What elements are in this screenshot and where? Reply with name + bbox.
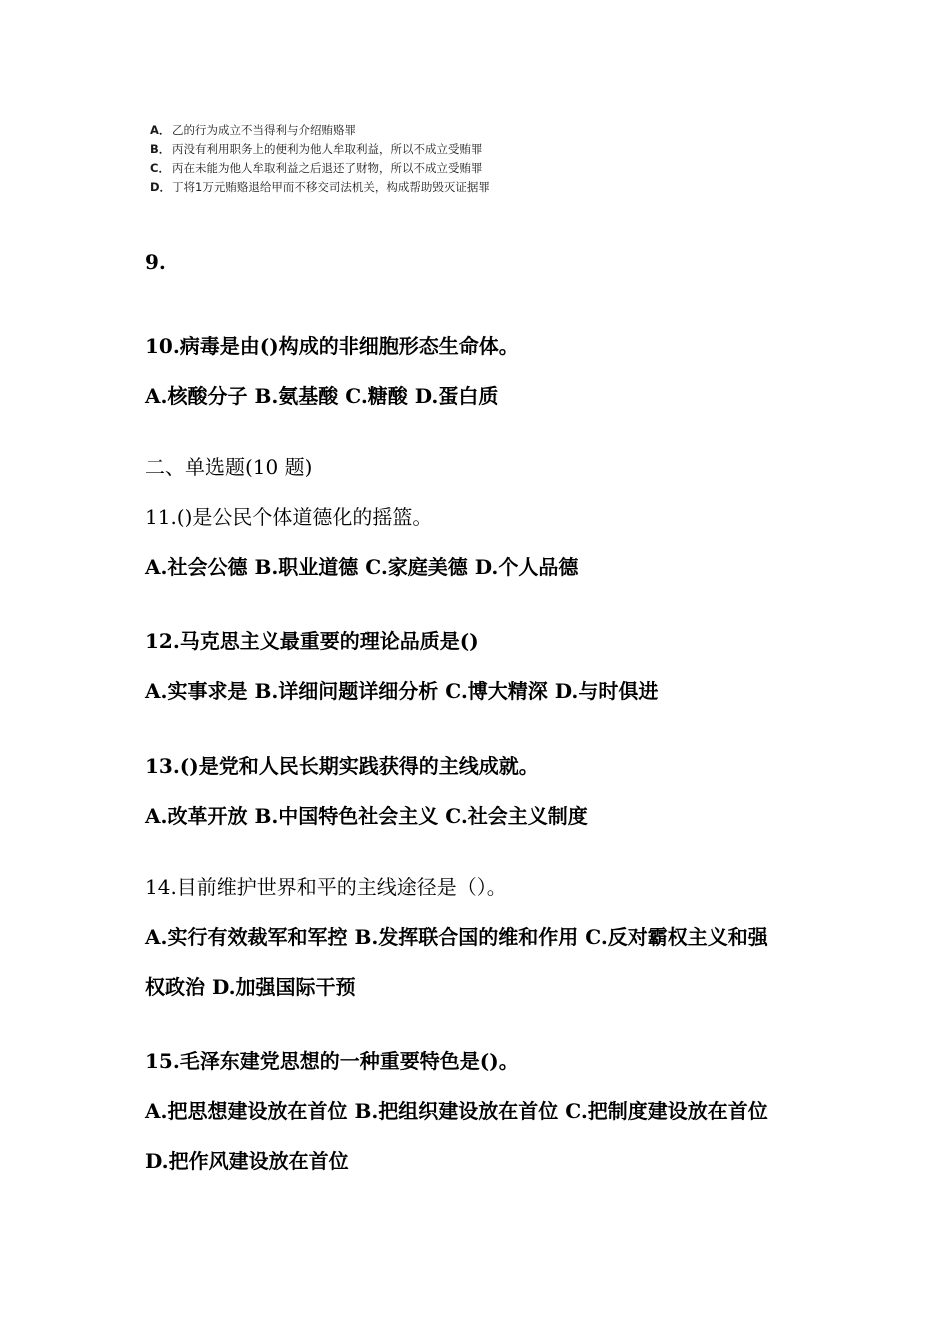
scanned-option-d [150, 178, 570, 197]
question-10-stem: 10.病毒是由()构成的非细胞形态生命体。 [145, 334, 519, 358]
question-14-options-line-2: 权政治 D.加强国际干预 [145, 975, 356, 999]
question-14-options-line-1: A.实行有效裁军和军控 B.发挥联合国的维和作用 C.反对霸权主义和强 [145, 925, 768, 949]
question-11-stem: 11.()是公民个体道德化的摇篮。 [145, 505, 433, 529]
question-11-options: A.社会公德 B.职业道德 C.家庭美德 D.个人品德 [145, 555, 579, 579]
question-13-stem: 13.()是党和人民长期实践获得的主线成就。 [145, 754, 539, 778]
scanned-option-c [150, 159, 570, 178]
section-heading: 二、单选题(10 题) [145, 455, 313, 479]
option-text: 丙没有利用职务上的便利为他人牟取利益，所以不成立受贿罪 [172, 142, 483, 156]
question-9-number: 9. [145, 250, 166, 274]
option-text: 乙的行为成立不当得利与介绍贿赂罪 [172, 123, 356, 137]
option-letter: B． [150, 142, 171, 156]
scanned-option-a [150, 121, 570, 140]
option-text: 丁将1万元贿赂退给甲而不移交司法机关，构成帮助毁灭证据罪 [172, 180, 490, 194]
option-text: 丙在未能为他人牟取利益之后退还了财物，所以不成立受贿罪 [172, 161, 483, 175]
question-10-options: A.核酸分子 B.氨基酸 C.糖酸 D.蛋白质 [145, 384, 499, 408]
scanned-option-b [150, 140, 570, 159]
option-letter: C． [150, 161, 170, 175]
option-letter: D． [150, 180, 172, 194]
question-12-options: A.实事求是 B.详细问题详细分析 C.博大精深 D.与时俱进 [145, 679, 659, 703]
question-15-stem: 15.毛泽东建党思想的一种重要特色是()。 [145, 1049, 519, 1073]
scanned-options-image [150, 121, 570, 197]
question-12-stem: 12.马克思主义最重要的理论品质是() [145, 629, 479, 653]
question-15-options-line-1: A.把思想建设放在首位 B.把组织建设放在首位 C.把制度建设放在首位 [145, 1099, 768, 1123]
question-15-options-line-2: D.把作风建设放在首位 [145, 1149, 349, 1173]
option-letter: A． [150, 123, 171, 137]
question-13-options: A.改革开放 B.中国特色社会主义 C.社会主义制度 [145, 804, 588, 828]
question-14-stem: 14.目前维护世界和平的主线途径是（）。 [145, 875, 507, 899]
